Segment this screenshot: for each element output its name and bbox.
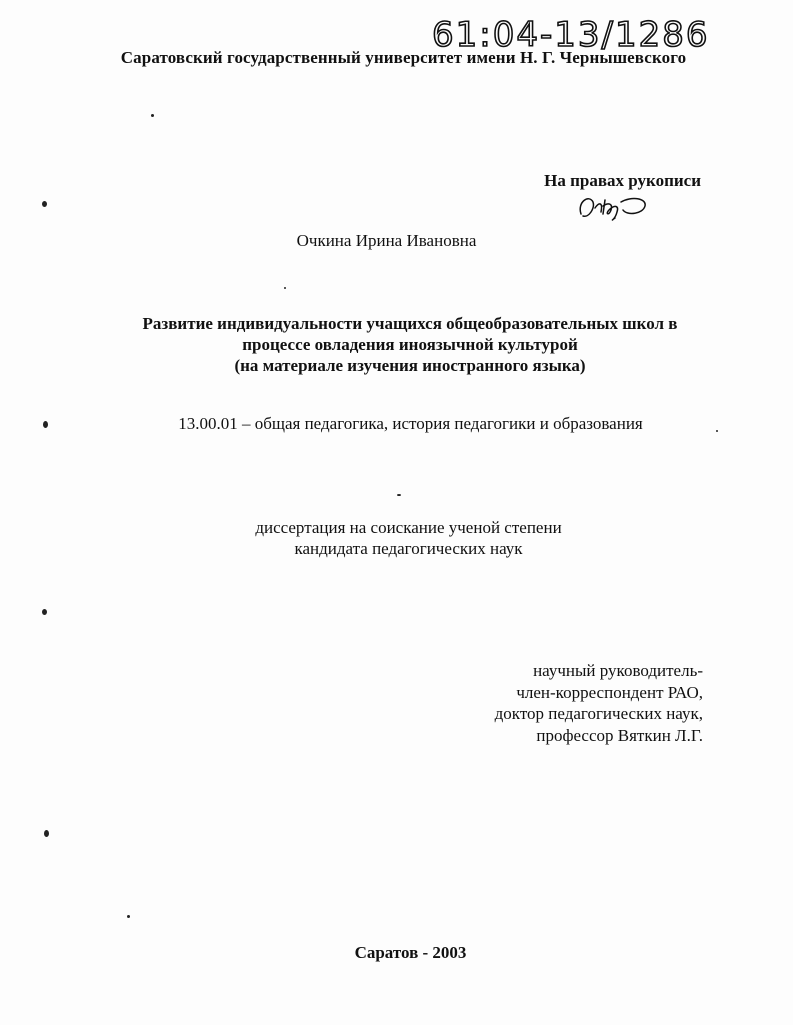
title-line: процессе овладения иноязычной культурой	[242, 335, 578, 354]
scan-speck	[42, 201, 47, 207]
scan-speck	[284, 287, 286, 289]
university-name: Саратовский государственный университет имени Н. Г. Чернышевского	[120, 48, 687, 67]
scan-speck	[127, 915, 130, 918]
supervisor-line: научный руководитель-	[533, 661, 703, 680]
manuscript-rights-label: На правах рукописи	[544, 171, 701, 190]
specialty-code: 13.00.01 – общая педагогика, история педагогики и образования	[178, 414, 643, 433]
title-line: Развитие индивидуальности учащихся общеобразовательных школ в	[142, 314, 678, 333]
supervisor-line: профессор Вяткин Л.Г.	[536, 725, 703, 745]
dissertation-title	[80, 313, 740, 376]
city-year: Саратов - 2003	[354, 943, 467, 962]
supervisor-line: доктор педагогических наук,	[494, 704, 703, 723]
scan-speck	[716, 430, 718, 432]
author-name: Очкина Ирина Ивановна	[296, 231, 477, 250]
degree-description	[0, 517, 793, 559]
degree-line: кандидата педагогических наук	[294, 539, 523, 558]
title-line: (на материале изучения иностранного языка)	[234, 356, 586, 375]
scan-speck	[42, 609, 47, 615]
supervisor-line: член-корреспондент РАО,	[516, 682, 703, 702]
signature-icon	[575, 188, 655, 228]
scan-speck	[151, 114, 154, 117]
scan-speck	[43, 421, 48, 428]
supervisor-block	[495, 660, 703, 746]
scan-speck	[44, 830, 49, 837]
degree-line: диссертация на соискание ученой степени	[255, 518, 562, 537]
scan-speck	[397, 494, 401, 496]
archive-code-text: 61:04-13/1286	[432, 15, 710, 55]
